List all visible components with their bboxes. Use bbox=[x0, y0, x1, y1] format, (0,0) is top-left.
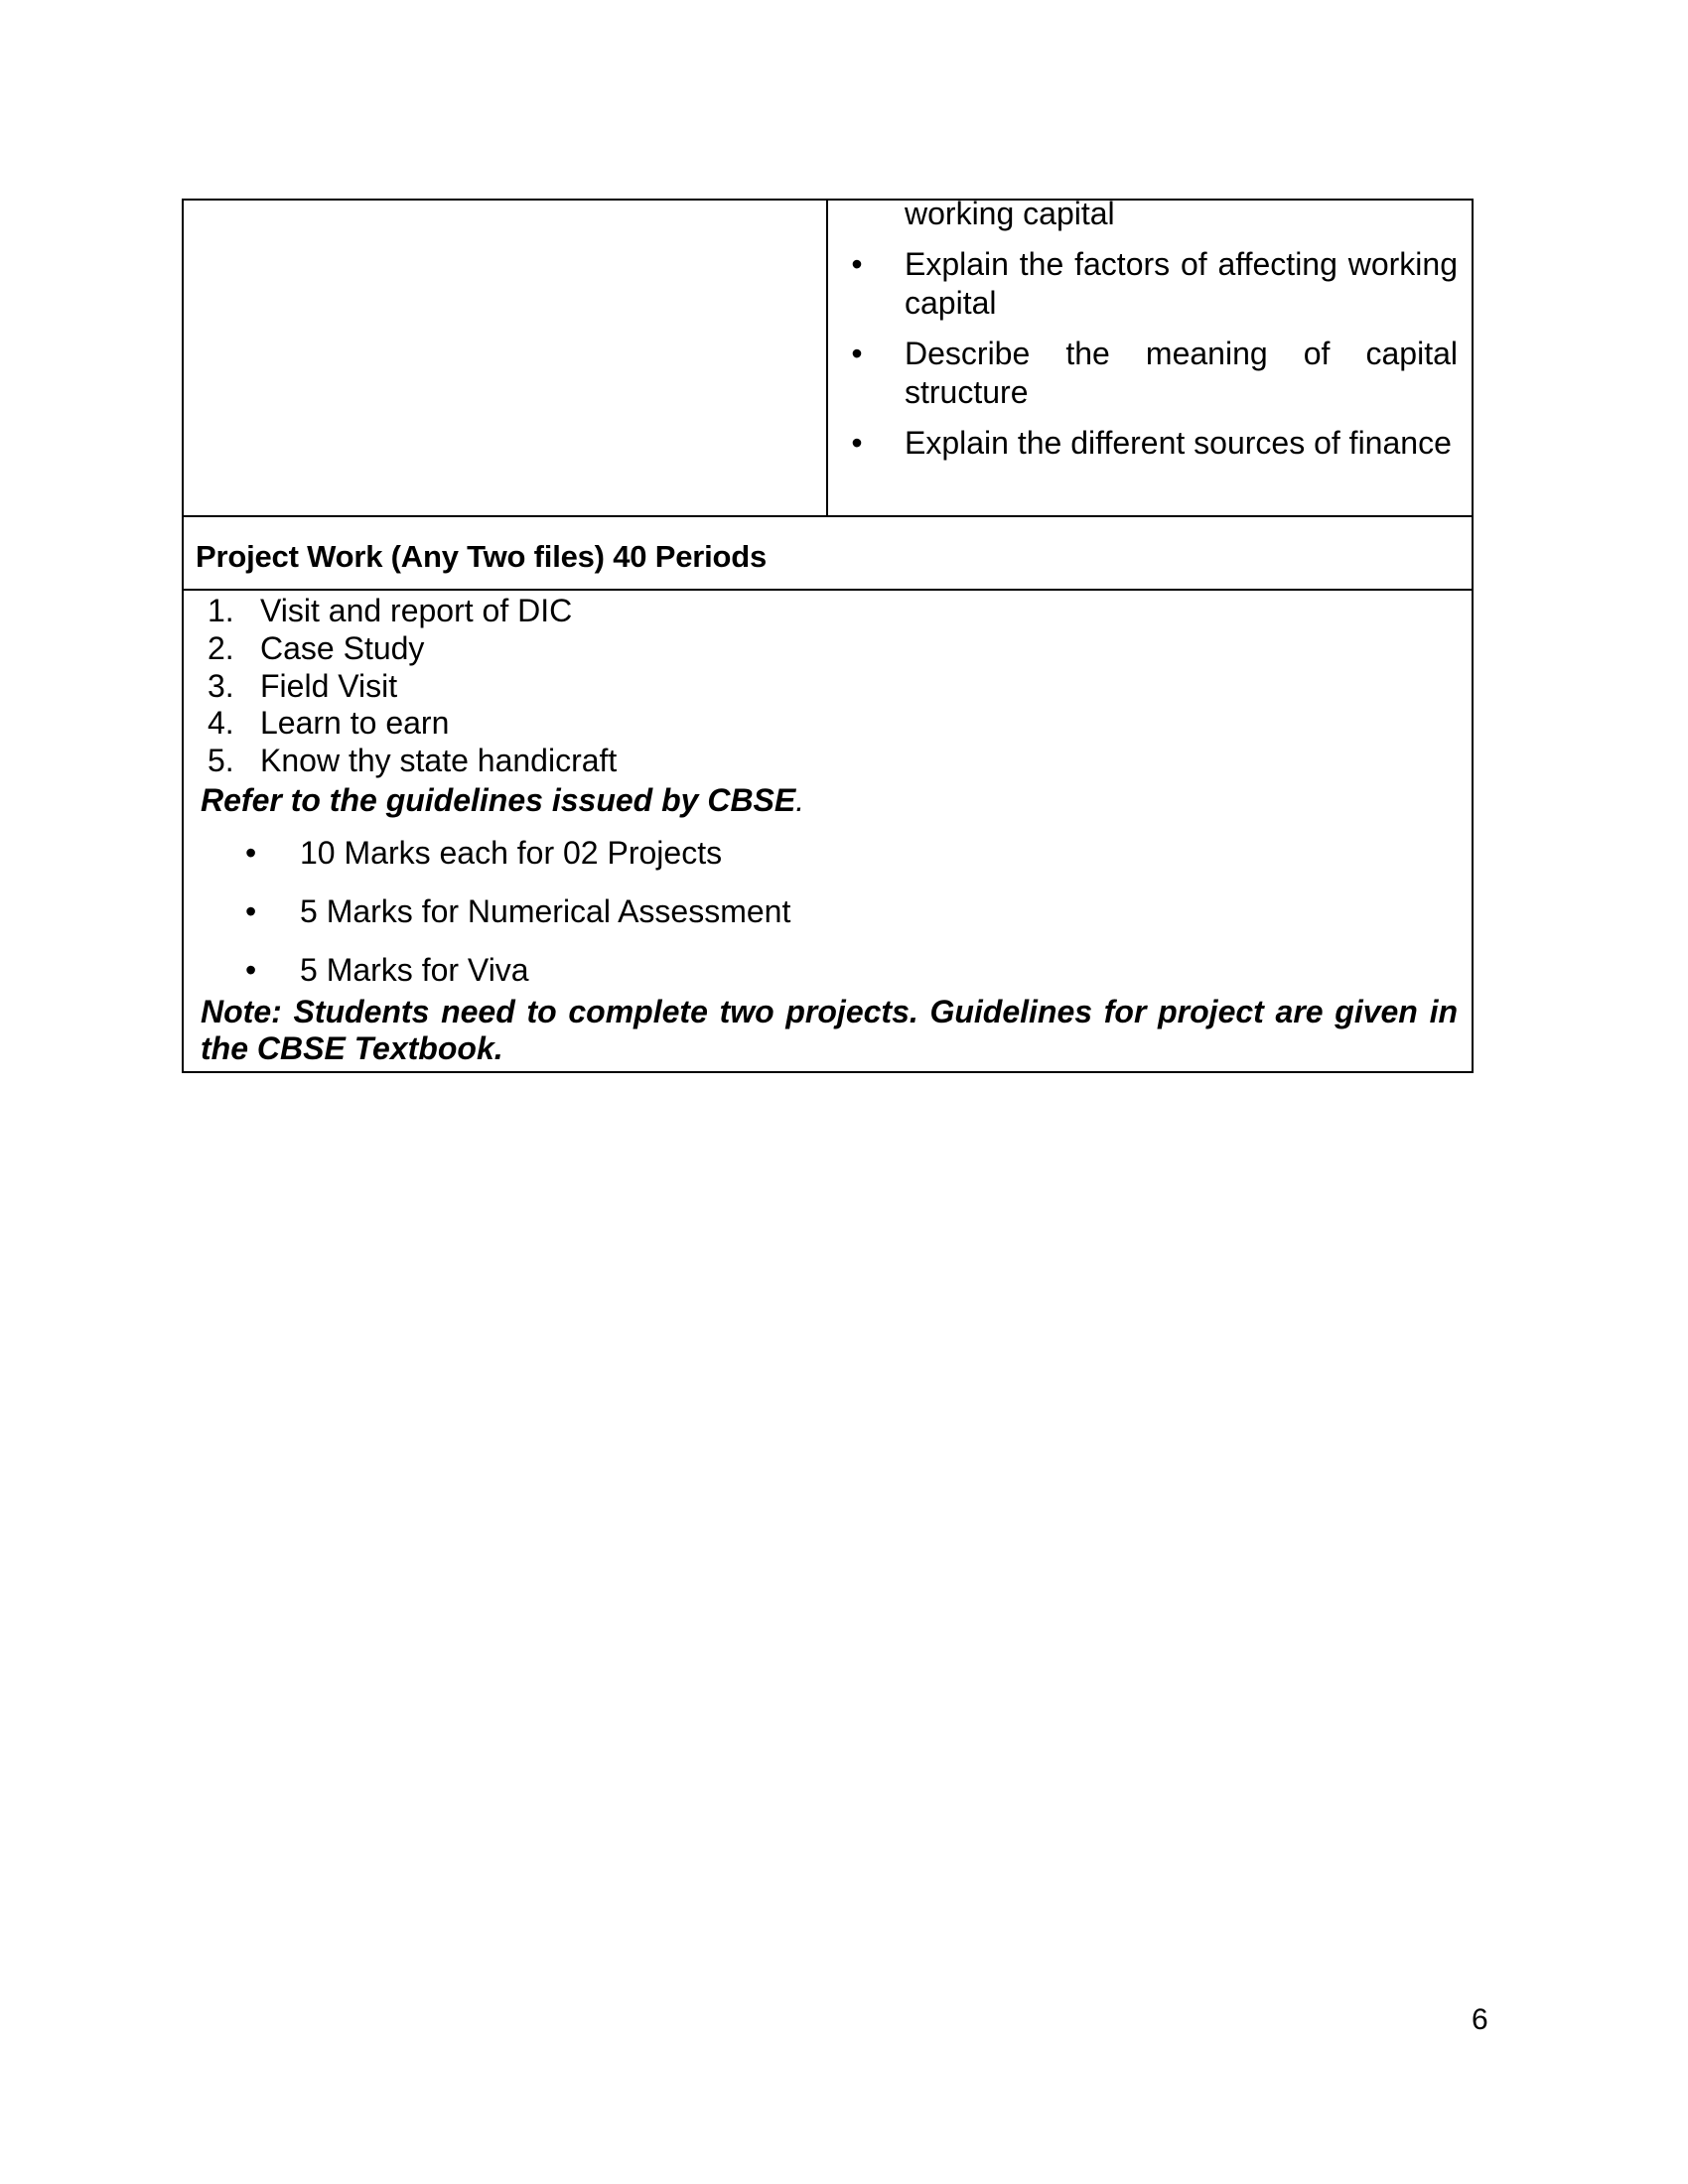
list-item-text: Case Study bbox=[260, 629, 425, 666]
table-row-project-details bbox=[184, 591, 1472, 1071]
list-item-text: Visit and report of DIC bbox=[260, 593, 573, 628]
guidelines-reference-suffix: . bbox=[795, 782, 805, 818]
table-cell-empty bbox=[184, 201, 828, 515]
list-number: 1. bbox=[208, 593, 234, 628]
list-number: 5. bbox=[208, 743, 234, 779]
table-cell-objectives bbox=[828, 196, 1472, 515]
bullet-icon: • bbox=[245, 893, 257, 929]
guidelines-reference-text: Refer to the guidelines issued by CBSE bbox=[201, 782, 796, 818]
bullet-icon: • bbox=[851, 336, 863, 371]
objectives-list bbox=[851, 196, 1458, 463]
list-item bbox=[184, 705, 617, 743]
list-item-text: Know thy state handicraft bbox=[260, 743, 618, 779]
objective-text: Explain the different sources of finance bbox=[905, 425, 1452, 461]
objective-item bbox=[851, 335, 1458, 412]
table-row-project-header bbox=[184, 517, 1472, 591]
syllabus-table bbox=[182, 196, 1474, 1073]
objective-item bbox=[851, 424, 1458, 463]
objective-continuation: working capital bbox=[905, 196, 1115, 231]
marks-list bbox=[184, 834, 790, 1010]
objective-item bbox=[851, 245, 1458, 323]
list-number: 4. bbox=[208, 705, 234, 742]
project-work-heading: Project Work (Any Two files) 40 Periods bbox=[196, 539, 768, 574]
bullet-icon: • bbox=[245, 835, 257, 871]
list-number: 3. bbox=[208, 667, 234, 704]
list-item-text: Field Visit bbox=[260, 667, 398, 704]
page-number: 6 bbox=[1472, 2003, 1488, 2036]
bullet-icon: • bbox=[851, 425, 863, 461]
bullet-icon: • bbox=[851, 246, 863, 282]
list-item bbox=[184, 630, 617, 668]
objective-text: Explain the factors of affecting working capital bbox=[905, 246, 1458, 321]
list-item bbox=[184, 834, 790, 892]
guidelines-reference bbox=[201, 781, 804, 819]
list-item bbox=[184, 668, 617, 706]
bullet-icon: • bbox=[245, 952, 257, 988]
list-item-text: 10 Marks each for 02 Projects bbox=[300, 835, 723, 871]
project-list bbox=[184, 593, 617, 780]
list-item bbox=[184, 593, 617, 630]
project-note: Note: Students need to complete two projects. Guidelines for project are given in the CBSE Textbook. bbox=[201, 994, 1458, 1066]
objective-text: Describe the meaning of capital structure bbox=[905, 336, 1458, 410]
list-number: 2. bbox=[208, 629, 234, 666]
list-item-text: 5 Marks for Numerical Assessment bbox=[300, 893, 791, 929]
list-item bbox=[184, 743, 617, 780]
list-item-text: Learn to earn bbox=[260, 705, 450, 742]
list-item bbox=[184, 892, 790, 951]
list-item-text: 5 Marks for Viva bbox=[300, 952, 529, 988]
table-row-objectives bbox=[184, 196, 1472, 517]
